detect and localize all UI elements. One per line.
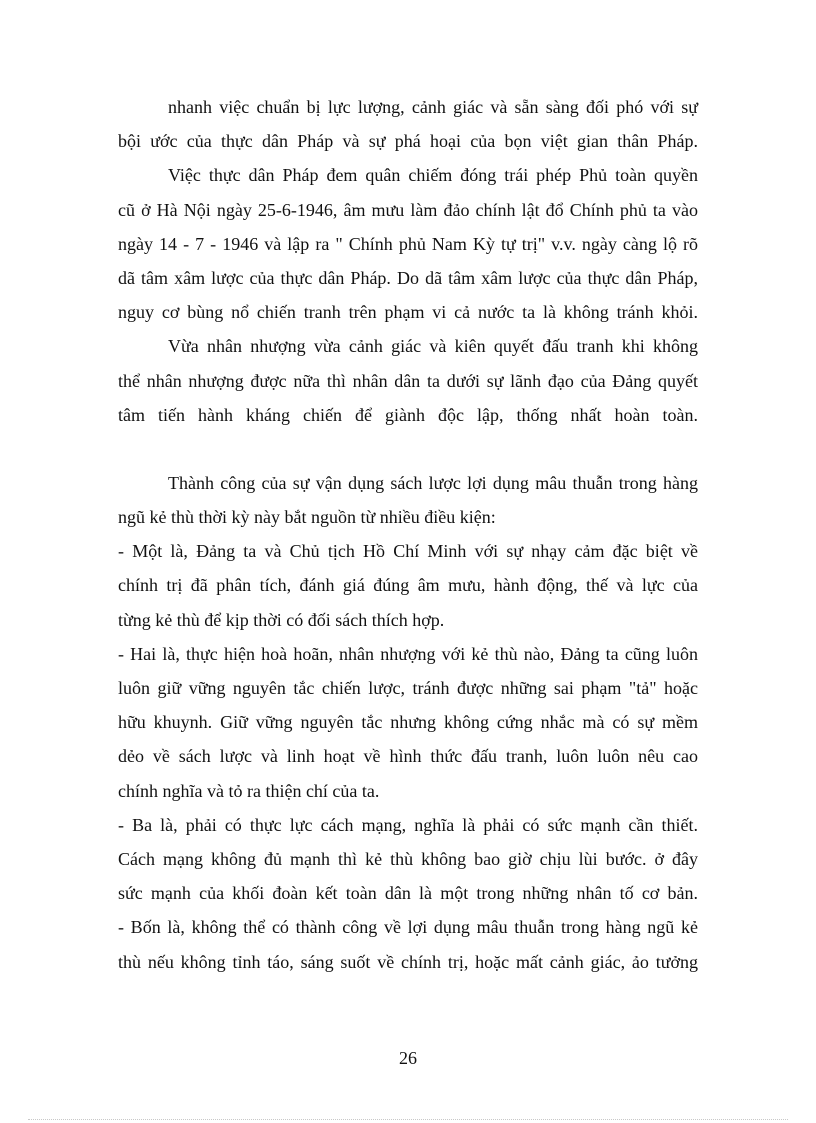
text-line: dẻo về sách lược và linh hoạt về hình thức đấu tranh, luôn luôn nêu cao: [118, 746, 698, 767]
text-line: thù nếu không tỉnh táo, sáng suốt về chính trị, hoặc mất cảnh giác, ảo tưởng: [118, 951, 698, 972]
text-line: từng kẻ thù để kịp thời có đối sách thích hợp.: [118, 609, 445, 630]
text-line: - Ba là, phải có thực lực cách mạng, nghĩa là phải có sức mạnh cần thiết.: [118, 814, 698, 835]
page-number: 26: [399, 1048, 417, 1068]
text-line: luôn giữ vững nguyên tắc chiến lược, tránh được những sai phạm "tả" hoặc: [118, 678, 698, 698]
text-line: - Hai là, thực hiện hoà hoãn, nhân nhượng với kẻ thù nào, Đảng ta cũng luôn: [118, 643, 698, 664]
text-line: tâm tiến hành kháng chiến để giành độc lập, thống nhất hoàn toàn.: [118, 404, 698, 425]
text-line: dã tâm xâm lược của thực dân Pháp. Do dã tâm xâm lược của thực dân Pháp,: [118, 267, 698, 288]
page-bottom-border: [28, 1119, 788, 1120]
text-line: ngũ kẻ thù thời kỳ này bắt nguồn từ nhiều điều kiện:: [118, 507, 496, 528]
text-line: cũ ở Hà Nội ngày 25-6-1946, âm mưu làm đảo chính lật đổ Chính phủ ta vào: [118, 199, 698, 220]
text-line: ngày 14 - 7 - 1946 và lập ra " Chính phủ Nam Kỳ tự trị" v.v. ngày càng lộ rõ: [118, 233, 698, 254]
text-line: - Một là, Đảng ta và Chủ tịch Hồ Chí Minh với sự nhạy cảm đặc biệt về: [118, 541, 698, 562]
text-line: nhanh việc chuẩn bị lực lượng, cảnh giác và sẵn sàng đối phó với sự: [168, 97, 698, 117]
text-line: Thành công của sự vận dụng sách lược lợi dụng mâu thuẫn trong hàng: [168, 472, 698, 493]
text-line: bội ước của thực dân Pháp và sự phá hoại của bọn việt gian thân Pháp.: [118, 131, 698, 152]
text-line: chính nghĩa và tỏ ra thiện chí của ta.: [118, 780, 380, 801]
text-line: sức mạnh của khối đoàn kết toàn dân là một trong những nhân tố cơ bản.: [118, 883, 698, 904]
text-line: thể nhân nhượng được nữa thì nhân dân ta dưới sự lãnh đạo của Đảng quyết: [118, 370, 698, 391]
text-line: Việc thực dân Pháp đem quân chiếm đóng trái phép Phủ toàn quyền: [168, 165, 698, 186]
paragraph-gap: [118, 432, 698, 466]
body-text: [118, 90, 698, 979]
text-line: Cách mạng không đủ mạnh thì kẻ thù không bao giờ chịu lùi bước. ở đây: [118, 848, 698, 869]
text-line: hữu khuynh. Giữ vững nguyên tắc nhưng không cứng nhắc mà có sự mềm: [118, 712, 698, 733]
text-line: Vừa nhân nhượng vừa cảnh giác và kiên quyết đấu tranh khi không: [168, 336, 698, 357]
text-line: chính trị đã phân tích, đánh giá đúng âm mưu, hành động, thế và lực của: [118, 575, 698, 596]
text-line: - Bốn là, không thể có thành công về lợi dụng mâu thuẫn trong hàng ngũ kẻ: [118, 917, 698, 938]
text-line: nguy cơ bùng nổ chiến tranh trên phạm vi cả nước ta là không tránh khỏi.: [118, 302, 698, 323]
